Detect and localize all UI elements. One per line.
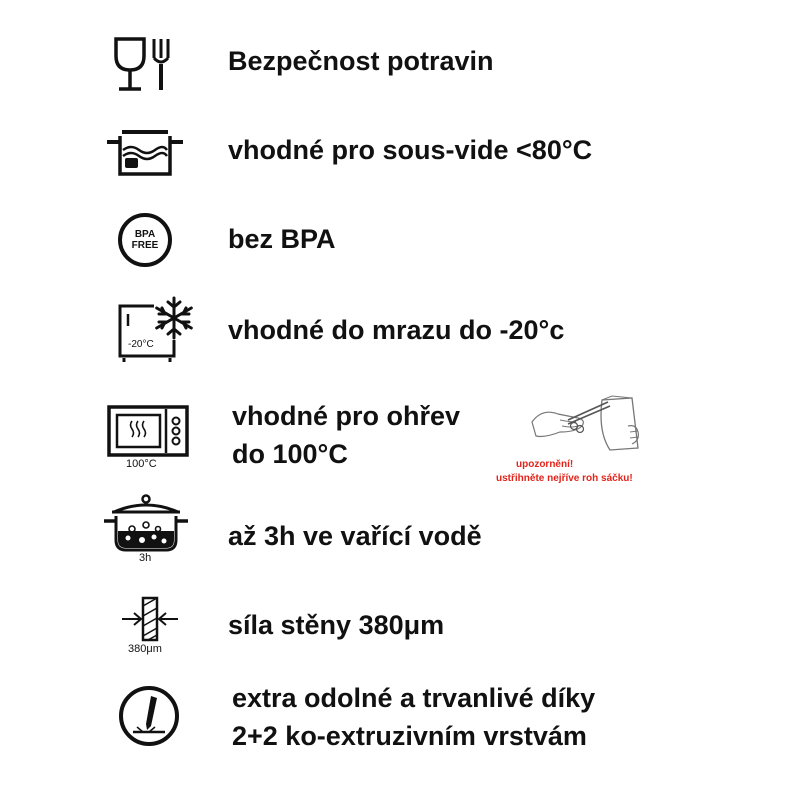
wall-thickness-icon-caption: 380μm (128, 643, 162, 655)
feature-label-microwave-line1: vhodné pro ohřev (232, 401, 461, 431)
wall-thickness-icon (120, 596, 180, 658)
bpa-free-icon (117, 212, 173, 268)
feature-label-bpa-free: bez BPA (228, 224, 336, 254)
freezer-icon (112, 294, 196, 364)
boiling-pot-icon (102, 494, 190, 566)
bpa-icon-text-line2: FREE (131, 240, 159, 251)
feature-label-wall-thickness: síla stěny 380μm (228, 610, 445, 640)
microwave-icon-caption: 100°C (126, 458, 157, 470)
feature-label-sous-vide: vhodné pro sous-vide <80°C (228, 135, 593, 165)
snowflake-icon (157, 298, 192, 338)
puncture-resistant-icon (117, 684, 181, 748)
feature-label-boiling: až 3h ve vařící vodě (228, 521, 482, 551)
cutting-bag-corner-icon (530, 392, 645, 454)
bpa-icon-text-line1: BPA (134, 229, 156, 240)
sous-vide-pot-icon (105, 126, 185, 180)
feature-label-durability-line1: extra odolné a trvanlivé díky (232, 683, 596, 713)
warning-title: upozornění! (516, 459, 574, 470)
feature-label-microwave-line2: do 100°C (232, 439, 348, 469)
feature-label-freezer: vhodné do mrazu do -20°c (228, 315, 565, 345)
feature-label-food-safety: Bezpečnost potravin (228, 46, 494, 76)
feature-label-durability-line2: 2+2 ko-extruzivním vrstvám (232, 721, 587, 751)
freezer-icon-caption: -20°C (128, 339, 154, 350)
food-safe-icon (110, 36, 178, 94)
microwave-icon (106, 405, 190, 470)
boiling-pot-icon-caption: 3h (139, 552, 152, 564)
warning-text: ustřihněte nejříve roh sáčku! (496, 473, 633, 484)
